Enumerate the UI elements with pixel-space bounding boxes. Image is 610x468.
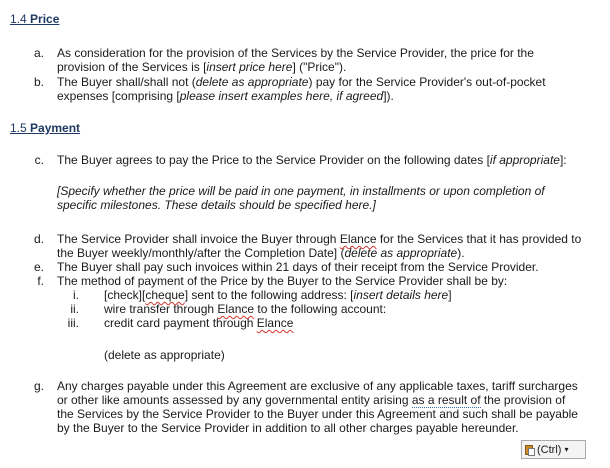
paragraph-line: by the Buyer to the Service Provider in addition to all other charges payable hereunder. bbox=[57, 421, 519, 435]
list-item-f: The method of payment of the Price by the Buyer to the Service Provider shall be by: bbox=[57, 274, 508, 288]
placeholder-text: delete as appropriate bbox=[344, 246, 458, 260]
chevron-down-icon: ▾ bbox=[564, 445, 569, 454]
sublist-marker: ii. bbox=[70, 302, 79, 316]
paragraph-line bbox=[57, 232, 581, 246]
section-heading-payment bbox=[10, 121, 80, 135]
text-run: for the Services that it has provided to bbox=[376, 232, 582, 246]
sublist-marker: i. bbox=[73, 288, 79, 302]
clipboard-icon bbox=[525, 444, 535, 456]
paragraph-line bbox=[57, 393, 578, 407]
text-run: the provision of bbox=[480, 393, 566, 407]
delete-note bbox=[104, 348, 225, 362]
section-title: Payment bbox=[30, 121, 81, 135]
paste-options-button[interactable] bbox=[521, 440, 586, 459]
list-marker: f. bbox=[37, 274, 44, 288]
paragraph-text: ]: bbox=[559, 153, 567, 167]
list-item-c bbox=[57, 153, 567, 167]
section-title: Price bbox=[30, 12, 60, 26]
paragraph-line: As consideration for the provision of the Services by the Service Provider, the price for the bbox=[57, 46, 534, 60]
paragraph-line: provision of the Services is [insert price here] ("Price"). bbox=[57, 60, 347, 74]
spelling-flagged-word: Elance bbox=[339, 232, 377, 246]
text-run: ] sent to the following address: [ bbox=[184, 288, 354, 302]
sublist-marker: iii. bbox=[67, 316, 79, 330]
placeholder-text: delete as appropriate bbox=[195, 75, 309, 89]
note-line: [Specify whether the price will be paid in one payment, in installments or upon completion of bbox=[57, 184, 545, 198]
placeholder-text: please insert examples here, if agreed bbox=[179, 89, 384, 103]
paragraph-line: Any charges payable under this Agreement are exclusive of any applicable taxes, tariff surcharges bbox=[57, 379, 578, 393]
sublist-item-ii bbox=[104, 302, 386, 316]
list-marker: a. bbox=[33, 46, 44, 60]
section-heading-price bbox=[10, 12, 59, 26]
paragraph-line: The Buyer shall/shall not (delete as appropriate) pay for the Service Provider's out-of-pocket bbox=[57, 75, 546, 89]
section-number: 1.5 bbox=[10, 121, 27, 135]
sublist-item-iii bbox=[104, 316, 293, 330]
spelling-flagged-word: cheque bbox=[145, 288, 185, 302]
list-marker: c. bbox=[34, 153, 44, 167]
list-marker: g. bbox=[33, 379, 44, 393]
list-item-e: The Buyer shall pay such invoices within 21 days of their receipt from the Service Provider. bbox=[57, 260, 539, 274]
section-number: 1.4 bbox=[10, 12, 27, 26]
list-item-a bbox=[57, 46, 534, 74]
text-run: [check][ bbox=[104, 288, 146, 302]
text-run: wire transfer through bbox=[104, 302, 218, 316]
placeholder-text: insert details here bbox=[353, 288, 449, 302]
text-run: The Service Provider shall invoice the Buyer through bbox=[57, 232, 340, 246]
paragraph-line bbox=[57, 246, 581, 260]
list-item-d bbox=[57, 232, 581, 260]
paragraph-line: the Services by the Service Provider to the Buyer under this Agreement and such shall be payable bbox=[57, 407, 578, 421]
paragraph-line: expenses [comprising [please insert examples here, if agreed]). bbox=[57, 89, 394, 103]
paragraph-text: The Buyer agrees to pay the Price to the Service Provider on the following dates [ bbox=[57, 153, 490, 167]
placeholder-text: insert price here bbox=[206, 60, 293, 74]
list-item-g bbox=[57, 379, 578, 435]
grammar-flagged-phrase: as a result of bbox=[411, 393, 481, 407]
note-text: (delete as appropriate) bbox=[104, 348, 225, 362]
paste-options-label: (Ctrl) bbox=[537, 443, 562, 456]
list-marker: e. bbox=[33, 260, 44, 274]
instruction-note bbox=[57, 184, 545, 212]
list-marker: b. bbox=[33, 75, 44, 89]
list-item-b bbox=[57, 75, 546, 103]
text-run: to the following account: bbox=[254, 302, 387, 316]
note-line: specific milestones. These details should be specified here.] bbox=[57, 198, 376, 212]
text-run: ] bbox=[448, 288, 452, 302]
text-run: credit card payment through bbox=[104, 316, 257, 330]
spelling-flagged-word: Elance bbox=[256, 316, 294, 330]
spelling-flagged-word: Elance bbox=[217, 302, 255, 316]
text-run: the Buyer weekly/monthly/after the Completion Date] ( bbox=[57, 246, 345, 260]
placeholder-text: if appropriate bbox=[489, 153, 560, 167]
text-run: or other like amounts assessed by any governmental entity arising bbox=[57, 393, 412, 407]
text-run: ). bbox=[457, 246, 465, 260]
sublist-item-i bbox=[104, 288, 452, 302]
list-marker: d. bbox=[33, 232, 44, 246]
